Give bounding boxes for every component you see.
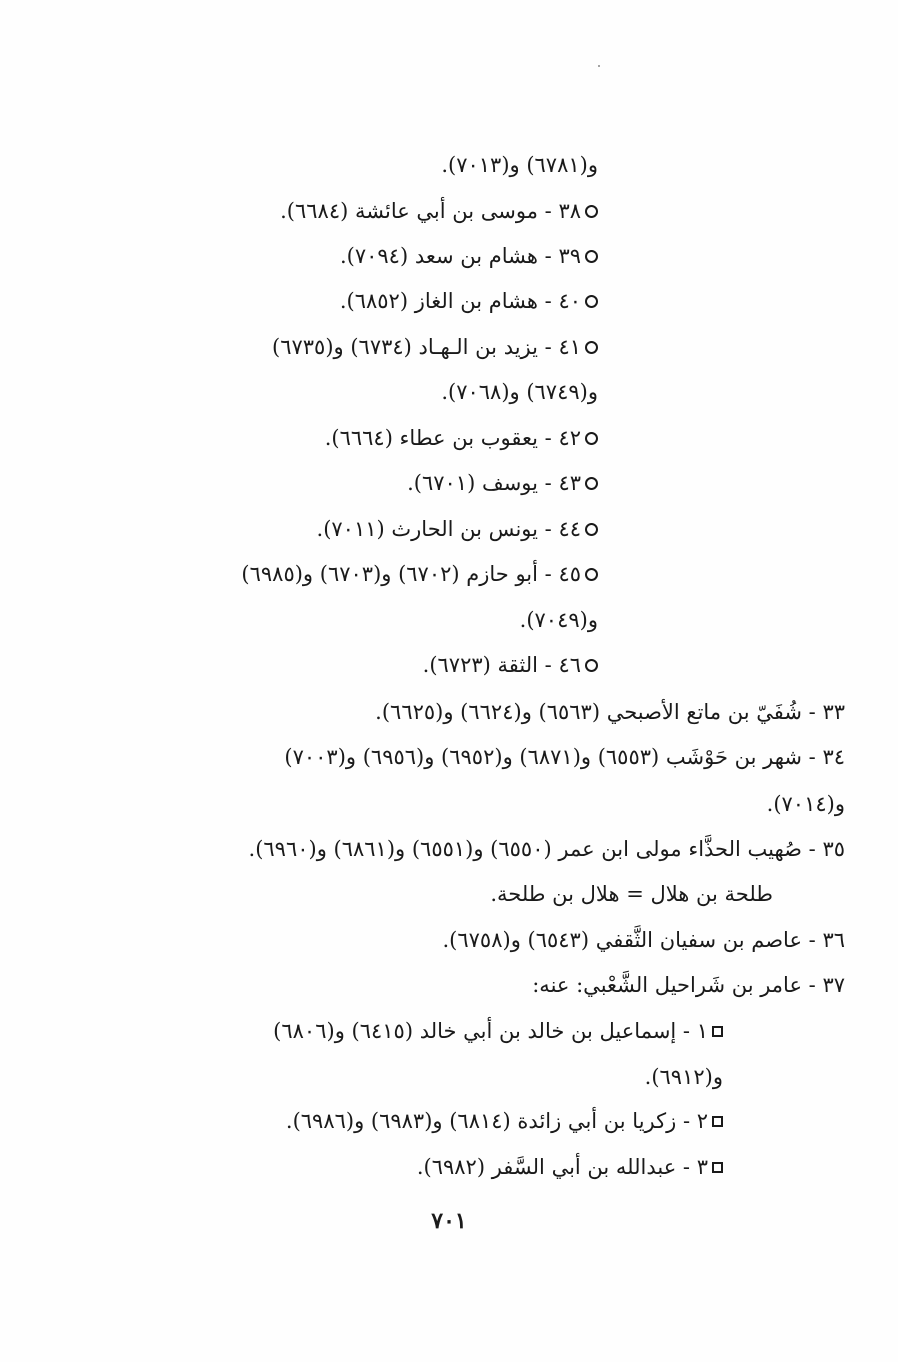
entry: ٣٦ - عاصم بن سفيان الثَّقفي (٦٥٤٣) و(٦٧٥٨).: [442, 928, 845, 952]
entry: ٣٥ - صُهيب الحذَّاء مولى ابن عمر (٦٥٥٠) و(٦٥٥١) و(٦٨٦١) و(٦٩٦٠).: [248, 837, 845, 861]
scan-speck: [598, 65, 600, 67]
list-item-text: ٤٤ - يونس بن الحارث (٧٠١١).: [316, 517, 581, 541]
circle-marker-icon: [585, 341, 598, 354]
list-item: [241, 559, 598, 589]
circle-marker-icon: [585, 432, 598, 445]
list-item-text: ٤٠ - هشام بن الغاز (٦٨٥٢).: [339, 289, 581, 313]
text-line: و(٦٧٨١) و(٧٠١٣).: [441, 153, 598, 177]
list-item: [407, 468, 598, 498]
circle-marker-icon: [585, 568, 598, 581]
list-item: [417, 1152, 723, 1182]
list-item: [340, 241, 598, 271]
list-item-text: ٣٩ - هشام بن سعد (٧٠٩٤).: [339, 244, 581, 268]
list-item: [325, 423, 598, 453]
circle-marker-icon: [585, 477, 598, 490]
page-number: ٧٠١: [431, 1208, 467, 1234]
circle-marker-icon: [585, 205, 598, 218]
entry: ٣٧ - عامر بن شَراحيل الشَّعْبي: عنه:: [532, 973, 845, 997]
entry: ٣٤ - شهر بن حَوْشَب (٦٥٥٣) و(٦٨٧١) و(٦٩٥٢) و(٦٩٥٦) و(٧٠٠٣): [284, 745, 845, 769]
list-item: [317, 514, 598, 544]
square-marker-icon: [712, 1162, 723, 1173]
list-item: [280, 196, 598, 226]
list-item: [272, 332, 598, 362]
list-item-text: ١ - إسماعيل بن خالد بن أبي خالد (٦٤١٥) و(٦٨٠٦): [273, 1019, 708, 1043]
text-line: و(٧٠١٤).: [766, 792, 845, 816]
list-item-text: ٣٨ - موسى بن أبي عائشة (٦٦٨٤).: [280, 199, 581, 223]
circle-marker-icon: [585, 523, 598, 536]
list-item: [340, 286, 598, 316]
list-item: [273, 1016, 723, 1046]
list-item-text: ٤١ - يزيد بن الـهـاد (٦٧٣٤) و(٦٧٣٥): [272, 335, 581, 359]
circle-marker-icon: [585, 250, 598, 263]
list-item-text: ٤٢ - يعقوب بن عطاء (٦٦٦٤).: [324, 426, 581, 450]
square-marker-icon: [712, 1116, 723, 1127]
text-line: و(٦٩١٢).: [644, 1065, 723, 1089]
list-item: [286, 1106, 723, 1136]
list-item: [423, 650, 598, 680]
cross-reference: طلحة بن هلال = هلال بن طلحة.: [490, 882, 773, 906]
list-item-text: ٢ - زكريا بن أبي زائدة (٦٨١٤) و(٦٩٨٣) و(٦٩٨٦).: [285, 1109, 708, 1133]
entry: ٣٣ - شُفَيّ بن ماتع الأصبحي (٦٥٦٣) و(٦٦٢٤) و(٦٦٢٥).: [375, 700, 845, 724]
list-item-text: ٣ - عبدالله بن أبي السَّفر (٦٩٨٢).: [416, 1155, 708, 1179]
list-item-text: ٤٣ - يوسف (٦٧٠١).: [407, 471, 581, 495]
circle-marker-icon: [585, 295, 598, 308]
circle-marker-icon: [585, 659, 598, 672]
text-line: و(٦٧٤٩) و(٧٠٦٨).: [441, 380, 598, 404]
text-line: و(٧٠٤٩).: [519, 608, 598, 632]
list-item-text: ٤٥ - أبو حازم (٦٧٠٢) و(٦٧٠٣) و(٦٩٨٥): [241, 562, 581, 586]
list-item-text: ٤٦ - الثقة (٦٧٢٣).: [422, 653, 581, 677]
square-marker-icon: [712, 1026, 723, 1037]
